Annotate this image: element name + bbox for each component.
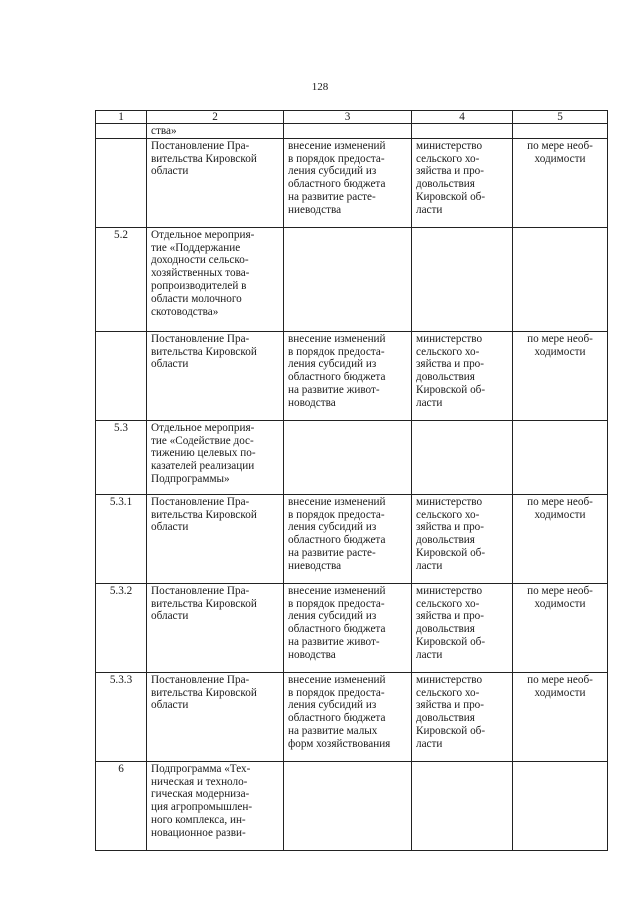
- deadline-cell: по мере необ- ходимости: [513, 331, 608, 420]
- responsible-cell: министерство сельского хо- зяйства и про- довольствия Кировской об- ласти: [412, 331, 513, 420]
- deadline-cell: [513, 227, 608, 331]
- deadline-cell: [513, 124, 608, 139]
- measure-name-cell: Постановление Пра- вительства Кировской области: [147, 331, 284, 420]
- content-cell: внесение изменений в порядок предоста- ления субсидий из областного бюджета на развитие расте- ниеводства: [284, 138, 412, 227]
- table-row: [96, 227, 608, 331]
- table-row: [96, 124, 608, 139]
- table-header-row: [96, 111, 608, 124]
- content-cell: [284, 420, 412, 494]
- content-cell: [284, 124, 412, 139]
- row-number-cell: 6: [96, 761, 147, 850]
- row-number-cell: 5.3.3: [96, 672, 147, 761]
- measure-name-cell: Постановление Пра- вительства Кировской области: [147, 138, 284, 227]
- content-cell: [284, 761, 412, 850]
- deadline-cell: по мере необ- ходимости: [513, 494, 608, 583]
- row-number-cell: 5.3.1: [96, 494, 147, 583]
- measure-name-cell: Постановление Пра- вительства Кировской области: [147, 672, 284, 761]
- row-number-cell: 5.3.2: [96, 583, 147, 672]
- row-number-cell: [96, 138, 147, 227]
- responsible-cell: [412, 420, 513, 494]
- row-number-cell: [96, 331, 147, 420]
- deadline-cell: [513, 761, 608, 850]
- table-row: [96, 420, 608, 494]
- deadline-cell: по мере необ- ходимости: [513, 672, 608, 761]
- measure-name-cell: Отдельное мероприя- тие «Поддержание доходности сельско- хозяйственных това- ропроизводителей в области молочного скотоводства»: [147, 227, 284, 331]
- responsible-cell: [412, 124, 513, 139]
- deadline-cell: по мере необ- ходимости: [513, 583, 608, 672]
- table-row: [96, 138, 608, 227]
- content-cell: внесение изменений в порядок предоста- ления субсидий из областного бюджета на развитие малых форм хозяйствования: [284, 672, 412, 761]
- table-row: [96, 331, 608, 420]
- responsible-cell: министерство сельского хо- зяйства и про- довольствия Кировской об- ласти: [412, 494, 513, 583]
- column-header-2: 2: [147, 111, 284, 124]
- page-number: 128: [311, 81, 329, 93]
- deadline-cell: [513, 420, 608, 494]
- responsible-cell: [412, 227, 513, 331]
- content-cell: [284, 227, 412, 331]
- responsible-cell: министерство сельского хо- зяйства и про- довольствия Кировской об- ласти: [412, 672, 513, 761]
- measure-name-cell: ства»: [147, 124, 284, 139]
- row-number-cell: [96, 124, 147, 139]
- measure-name-cell: Постановление Пра- вительства Кировской области: [147, 583, 284, 672]
- row-number-cell: 5.3: [96, 420, 147, 494]
- deadline-cell: по мере необ- ходимости: [513, 138, 608, 227]
- measures-table: [95, 110, 608, 851]
- measure-name-cell: Постановление Пра- вительства Кировской области: [147, 494, 284, 583]
- column-header-5: 5: [513, 111, 608, 124]
- content-cell: внесение изменений в порядок предоста- ления субсидий из областного бюджета на развитие расте- ниеводства: [284, 494, 412, 583]
- column-header-1: 1: [96, 111, 147, 124]
- responsible-cell: министерство сельского хо- зяйства и про- довольствия Кировской об- ласти: [412, 583, 513, 672]
- measure-name-cell: Подпрограмма «Тех- ническая и техноло- гическая модерниза- ция агропромышлен- ного комплекса, ин- новационное разви-: [147, 761, 284, 850]
- measure-name-cell: Отдельное мероприя- тие «Содействие дос- тижению целевых по- казателей реализации Подпрограммы»: [147, 420, 284, 494]
- column-header-4: 4: [412, 111, 513, 124]
- table-row: [96, 583, 608, 672]
- responsible-cell: [412, 761, 513, 850]
- table-row: [96, 761, 608, 850]
- responsible-cell: министерство сельского хо- зяйства и про- довольствия Кировской об- ласти: [412, 138, 513, 227]
- table-row: [96, 672, 608, 761]
- column-header-3: 3: [284, 111, 412, 124]
- row-number-cell: 5.2: [96, 227, 147, 331]
- content-cell: внесение изменений в порядок предоста- ления субсидий из областного бюджета на развитие живот- новодства: [284, 331, 412, 420]
- content-cell: внесение изменений в порядок предоста- ления субсидий из областного бюджета на развитие живот- новодства: [284, 583, 412, 672]
- table-row: [96, 494, 608, 583]
